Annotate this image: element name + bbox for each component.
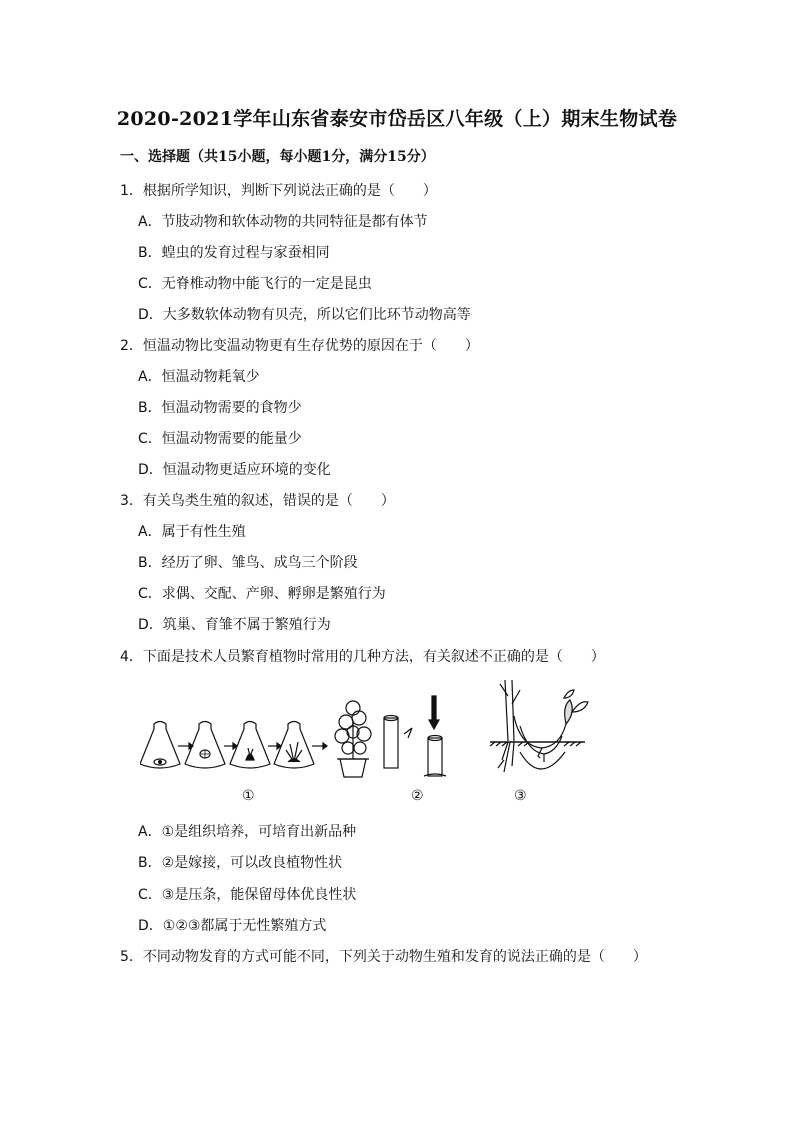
figure-label-2: ② xyxy=(411,788,424,804)
question-3-stem: 3．有关鸟类生殖的叙述，错误的是（ ） xyxy=(120,493,395,509)
potted-plant xyxy=(335,701,371,777)
question-2-option-b: B．恒温动物需要的食物少 xyxy=(138,400,302,416)
question-2-option-d: D．恒温动物更适应环境的变化 xyxy=(138,462,331,478)
question-3-option-d: D．筑巢、育雏不属于繁殖行为 xyxy=(138,617,331,633)
question-1-stem: 1．根据所学知识，判断下列说法正确的是（ ） xyxy=(120,183,437,199)
tissue-culture-flask-1 xyxy=(140,722,180,769)
question-2-stem: 2．恒温动物比变温动物更有生存优势的原因在于（ ） xyxy=(120,338,479,354)
layering-illustration xyxy=(490,680,588,772)
question-1-option-c: C．无脊椎动物中能飞行的一定是昆虫 xyxy=(138,276,372,292)
question-1-option-a: A．节肢动物和软体动物的共同特征是都有体节 xyxy=(138,214,428,230)
figure-label-1: ① xyxy=(242,788,255,804)
page-title: 2020-2021学年山东省泰安市岱岳区八年级（上）期末生物试卷 xyxy=(116,108,678,130)
question-2-option-a: A．恒温动物耗氧少 xyxy=(138,369,260,385)
plant-propagation-figure xyxy=(140,676,620,811)
figure-label-3: ③ xyxy=(514,788,527,804)
question-4-option-c: C．③是压条，能保留母体优良性状 xyxy=(138,887,357,903)
question-3-option-a: A．属于有性生殖 xyxy=(138,524,246,540)
question-4-option-a: A．①是组织培养，可培育出新品种 xyxy=(138,824,357,840)
question-4-option-d: D．①②③都属于无性繁殖方式 xyxy=(138,918,327,934)
question-3-option-b: B．经历了卵、雏鸟、成鸟三个阶段 xyxy=(138,555,358,571)
question-3-option-c: C．求偶、交配、产卵、孵卵是繁殖行为 xyxy=(138,586,386,602)
question-1-option-d: D．大多数软体动物有贝壳，所以它们比环节动物高等 xyxy=(138,307,471,323)
section-heading: 一、选择题（共15小题，每小题1分，满分15分） xyxy=(120,149,435,165)
question-1-option-b: B．蝗虫的发育过程与家蚕相同 xyxy=(138,245,330,261)
question-4-option-b: B．②是嫁接，可以改良植物性状 xyxy=(138,855,343,871)
question-2-option-c: C．恒温动物需要的能量少 xyxy=(138,431,302,447)
question-5-stem: 5．不同动物发育的方式可能不同，下列关于动物生殖和发育的说法正确的是（ ） xyxy=(120,949,647,965)
question-4-stem: 4．下面是技术人员繁育植物时常用的几种方法，有关叙述不正确的是（ ） xyxy=(120,649,605,665)
grafting-illustration xyxy=(384,696,446,776)
